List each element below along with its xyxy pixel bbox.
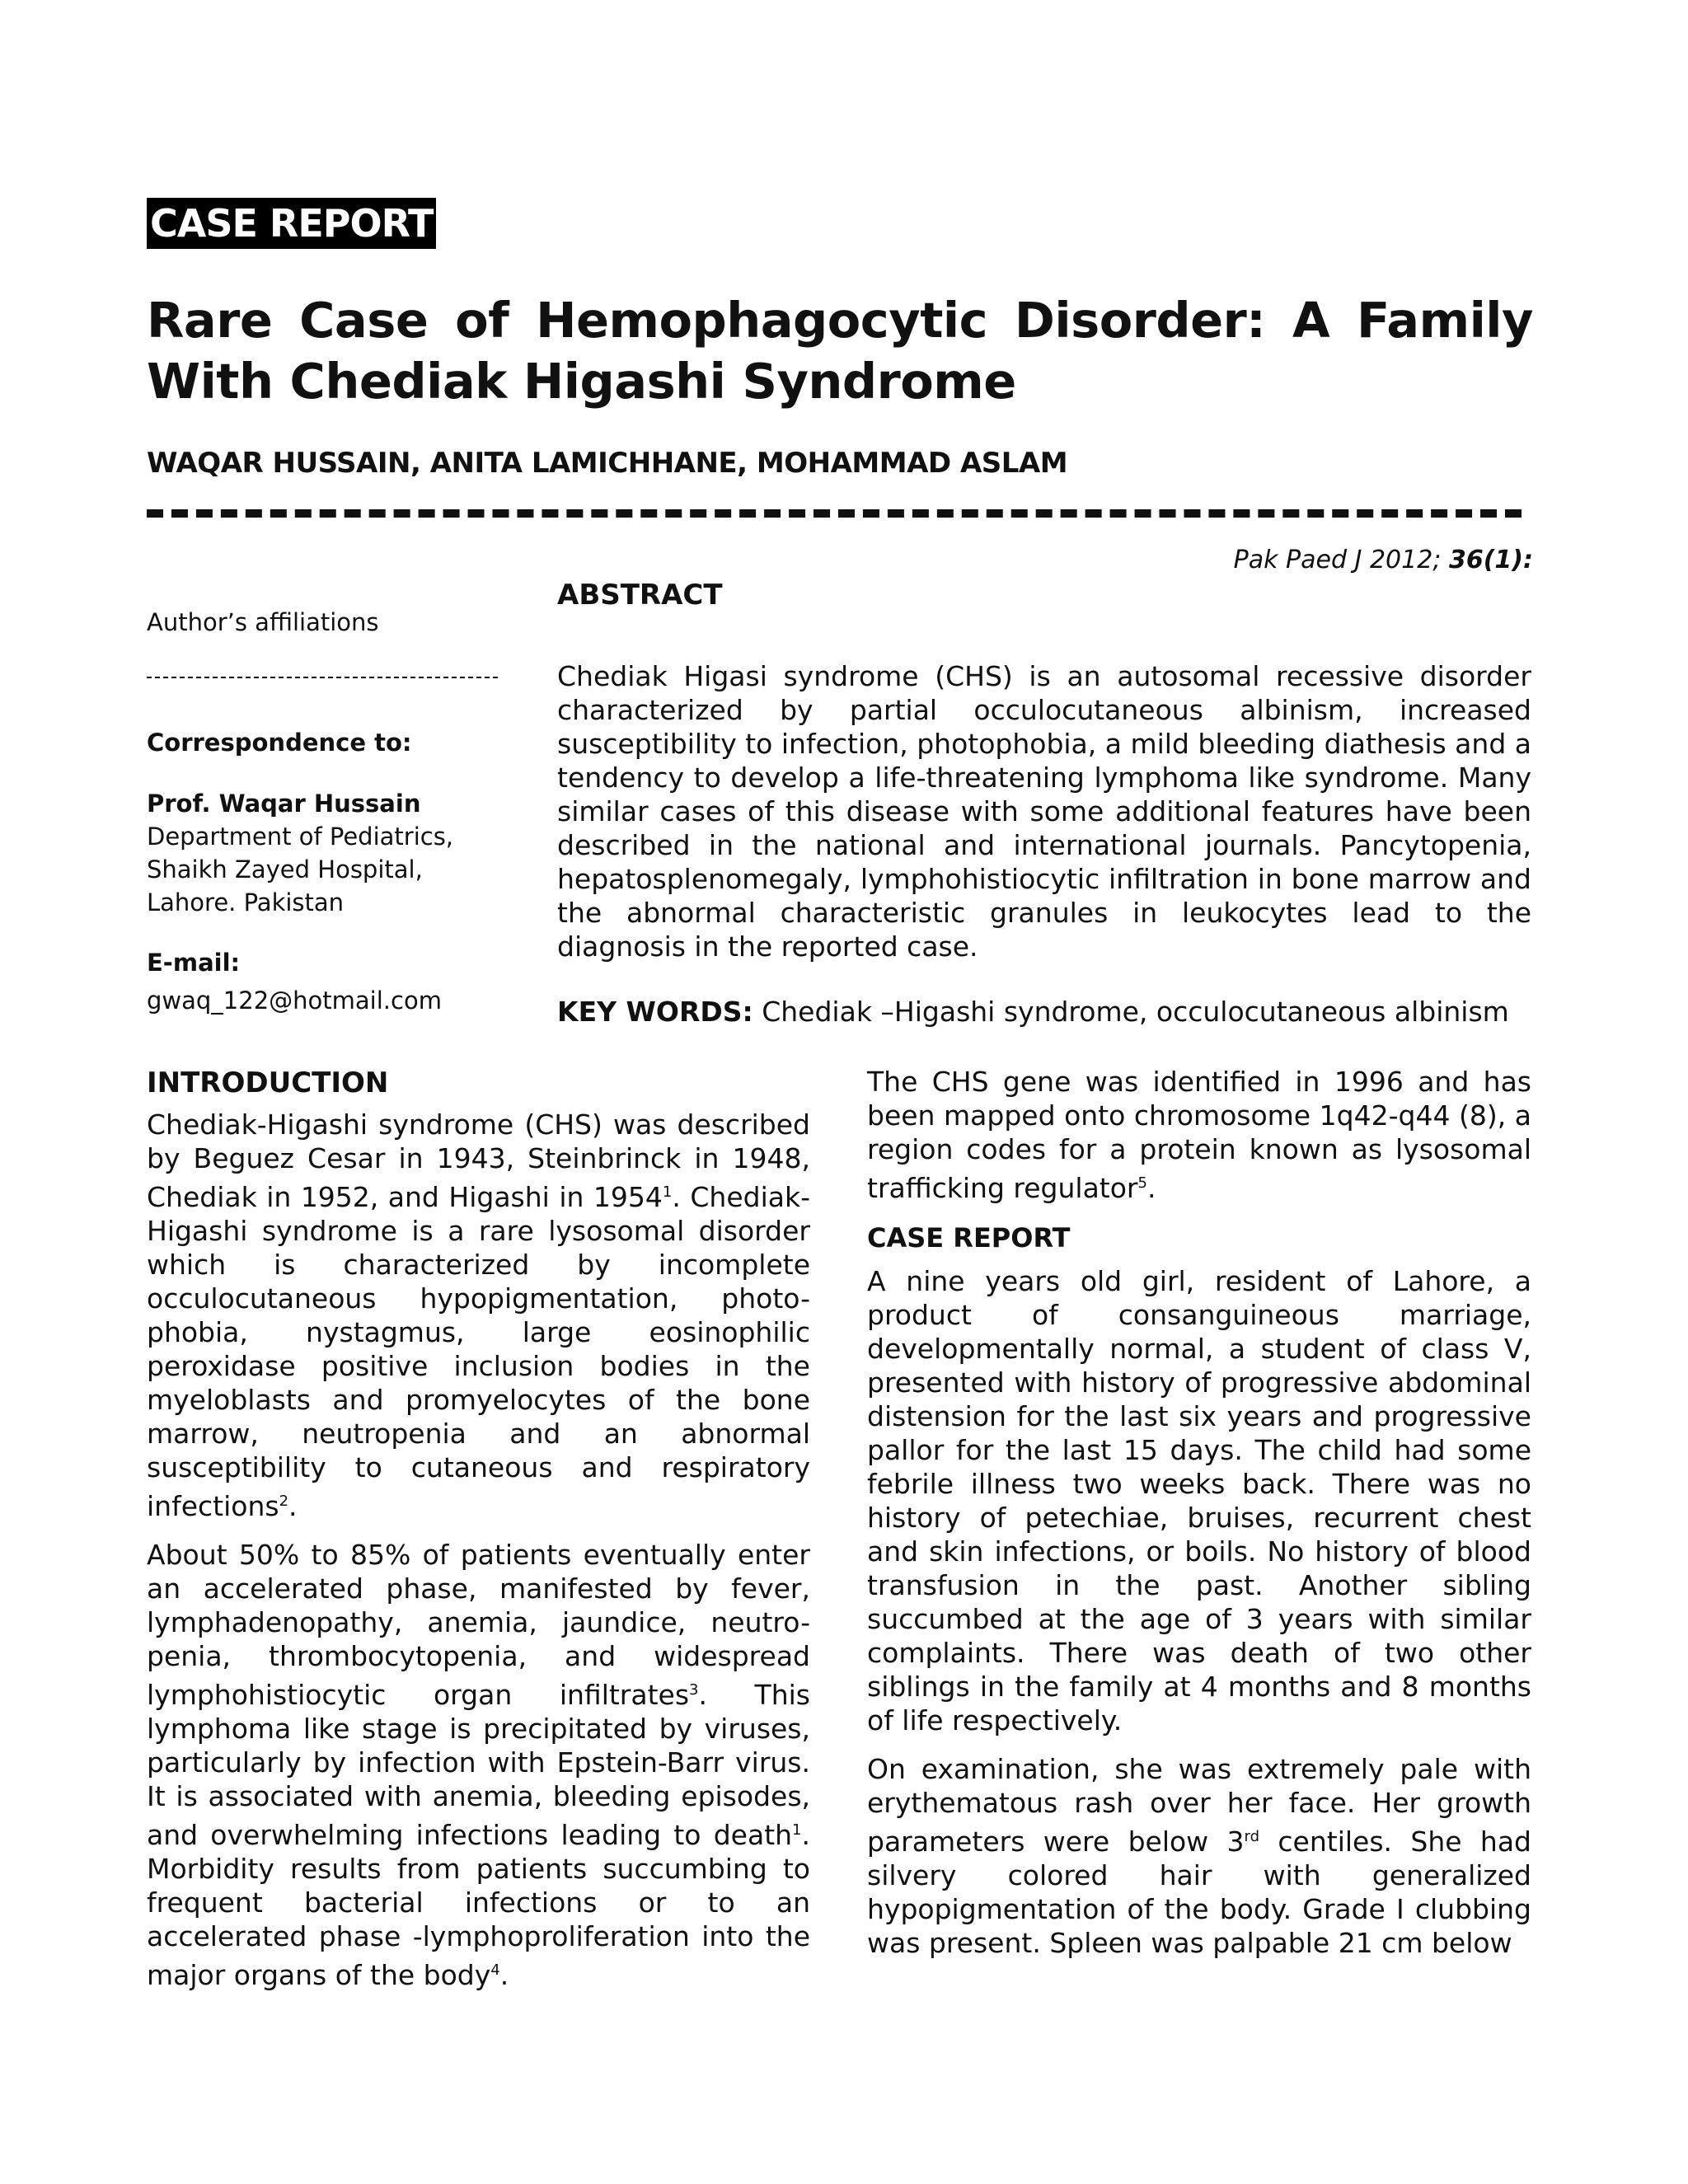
email-address: gwaq_122@hotmail.com bbox=[147, 987, 442, 1015]
superscript-rd: rd bbox=[1244, 1828, 1260, 1845]
introduction-column bbox=[147, 1065, 810, 2007]
correspondent-name: Prof. Waqar Hussain bbox=[147, 790, 421, 818]
article-title: Rare Case of Hemophagocytic Disorder: A Family With Chediak Higashi Syndrome bbox=[147, 292, 1533, 410]
introduction-paragraph-2: About 50% to 85% of patients eventually enter an accelerated phase, manifested by fever, lymphadenopathy, anemia, jaundice, neutro-penia, thrombocytopenia, and widespread lymphohistiocytic organ infiltrates$^3$. This lymphoma like stage is precipitated by viruses, particularly by infection with Epstein-Barr virus. It is associated with anemia, bleeding episodes, and overwhelming infections leading to death$^1$. Morbidity results from patients succumbing to frequent bacterial infections or to an accelerated phase -lymphoproliferation into the major organs of the body$^4$. bbox=[147, 1539, 810, 1991]
correspondent-hospital: Shaikh Zayed Hospital, bbox=[147, 855, 423, 883]
case-report-column bbox=[867, 1065, 1531, 1975]
citation-journal: Pak Paed J 2012; bbox=[1233, 546, 1442, 574]
reference-marker: 4 bbox=[490, 1961, 500, 1979]
keywords-line bbox=[557, 995, 1531, 1029]
section-label: CASE REPORT bbox=[147, 198, 436, 249]
reference-marker: 1 bbox=[662, 1183, 673, 1201]
reference-marker: 2 bbox=[279, 1493, 289, 1510]
keywords-label: KEY WORDS: bbox=[557, 996, 753, 1028]
affiliations-label: Author’s affiliations bbox=[147, 608, 379, 636]
correspondent-city: Lahore. Pakistan bbox=[147, 888, 345, 916]
gene-paragraph: The CHS gene was identified in 1996 and has been mapped onto chromosome 1q42-q44 (8), a region codes for a protein known as lysosomal trafficking regulator$^5$. bbox=[867, 1066, 1531, 1204]
reference-marker: 5 bbox=[1137, 1174, 1147, 1192]
abstract-body: Chediak Higasi syndrome (CHS) is an autosomal recessive disorder characterized by partial occulocutaneous albinism, increased susceptibility to infection, photophobia, a mild bleeding diathesis and a tendency to develop a life-threatening lymphoma like syndrome. Many similar cases of this disease with some additional features have been described in the national and international journals. Pancytopenia, hepatosplenomegaly, lymphohistiocytic infiltration in bone marrow and the abnormal characteristic granules in leukocytes lead to the diagnosis in the reported case. bbox=[557, 660, 1531, 963]
author-sidebar bbox=[147, 606, 505, 1017]
introduction-paragraph-1: Chediak-Higashi syndrome (CHS) was described by Beguez Cesar in 1943, Steinbrinck in 1948, Chediak in 1952, and Higashi in 1954$^1$. Chediak-Higashi syndrome is a rare lysosomal disorder which is characterized by incomplete occulocutaneous hypopigmentation, photo-phobia, nystagmus, large eosinophilic peroxidase positive inclusion bodies in the myeloblasts and promyelocytes of the bone marrow, neutropenia and an abnormal susceptibility to cutaneous and respiratory infections$^2$. bbox=[147, 1108, 810, 1522]
examination-paragraph: On examination, she was extremely pale with erythematous rash over her face. Her growth parameters were below 3rd centiles. She had silvery colored hair with generalized hypopigmentation of the body. Grade I clubbing was present. Spleen was palpable 21 cm below bbox=[867, 1753, 1531, 1959]
sidebar-divider bbox=[147, 677, 498, 678]
abstract-heading: ABSTRACT bbox=[557, 579, 723, 612]
introduction-heading: INTRODUCTION bbox=[147, 1066, 389, 1099]
author-list: WAQAR HUSSAIN, ANITA LAMICHHANE, MOHAMMAD ASLAM bbox=[147, 447, 1068, 480]
reference-marker: 3 bbox=[689, 1681, 699, 1699]
journal-citation bbox=[1234, 544, 1533, 577]
correspondence-label: Correspondence to: bbox=[147, 729, 412, 757]
keywords-text: Chediak –Higashi syndrome, occulocutaneous albinism bbox=[753, 996, 1509, 1028]
header-divider bbox=[147, 509, 1522, 518]
correspondent-department: Department of Pediatrics, bbox=[147, 823, 454, 851]
citation-volume: 36(1): bbox=[1448, 546, 1533, 574]
case-history-paragraph: A nine years old girl, resident of Lahore, a product of consanguineous marriage, developmentally normal, a student of class V, presented with history of progressive abdominal distension for the last six years and progressive pallor for the last 15 days. The child had some febrile illness two weeks back. There was no history of petechiae, bruises, recurrent chest and skin infections, or boils. No history of blood transfusion in the past. Another sibling succumbed at the age of 3 years with similar complaints. There was death of two other siblings in the family at 4 months and 8 months of life respectively. bbox=[867, 1265, 1531, 1736]
reference-marker: 1 bbox=[792, 1821, 802, 1839]
email-label: E-mail: bbox=[147, 949, 241, 977]
case-report-heading: CASE REPORT bbox=[867, 1222, 1071, 1254]
